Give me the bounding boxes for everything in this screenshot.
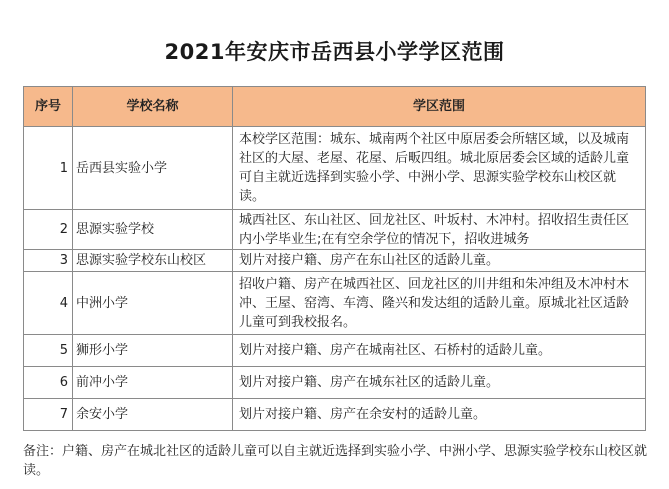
table-header-row [24, 87, 646, 127]
district-range: 划片对接户籍、房产在东山社区的适龄儿童。 [233, 250, 646, 272]
school-name: 思源实验学校东山校区 [73, 250, 233, 272]
school-name: 岳西县实验小学 [73, 127, 233, 210]
school-district-table [23, 86, 646, 431]
school-name: 前冲小学 [73, 367, 233, 399]
footnote: 备注：户籍、房产在城北社区的适龄儿童可以自主就近选择到实验小学、中洲小学、思源实验学校东山校区就读。 [23, 444, 648, 478]
table-row [24, 367, 646, 399]
school-name: 中洲小学 [73, 272, 233, 335]
district-range: 招收户籍、房产在城西社区、回龙社区的川井组和朱冲组及木冲村木冲、王屋、窑湾、车湾、隆兴和发达组的适龄儿童。原城北社区适龄儿童可到我校报名。 [233, 272, 646, 335]
row-no: 7 [24, 399, 73, 431]
table-row [24, 250, 646, 272]
district-range: 城西社区、东山社区、回龙社区、叶坂村、木冲村。招收招生责任区内小学毕业生;在有空余学位的情况下，招收进城务 [233, 210, 646, 250]
row-no: 2 [24, 210, 73, 250]
row-no: 1 [24, 127, 73, 210]
row-no: 6 [24, 367, 73, 399]
school-name: 余安小学 [73, 399, 233, 431]
header-school: 学校名称 [73, 87, 233, 127]
header-no: 序号 [24, 87, 73, 127]
district-range: 本校学区范围：城东、城南两个社区中原居委会所辖区域，以及城南社区的大屋、老屋、花屋、后畈四组。城北原居委会区域的适龄儿童可自主就近选择到实验小学、中洲小学、思源实验学校东山校区就读。 [233, 127, 646, 210]
school-name: 思源实验学校 [73, 210, 233, 250]
page-title: 2021年安庆市岳西县小学学区范围 [164, 40, 505, 64]
district-range: 划片对接户籍、房产在城南社区、石桥村的适龄儿童。 [233, 335, 646, 367]
district-range: 划片对接户籍、房产在城东社区的适龄儿童。 [233, 367, 646, 399]
table-row [24, 399, 646, 431]
row-no: 5 [24, 335, 73, 367]
row-no: 3 [24, 250, 73, 272]
table-row [24, 210, 646, 250]
school-name: 狮形小学 [73, 335, 233, 367]
table-row [24, 127, 646, 210]
table-row [24, 272, 646, 335]
table-row [24, 335, 646, 367]
header-range: 学区范围 [233, 87, 646, 127]
row-no: 4 [24, 272, 73, 335]
district-range: 划片对接户籍、房产在余安村的适龄儿童。 [233, 399, 646, 431]
